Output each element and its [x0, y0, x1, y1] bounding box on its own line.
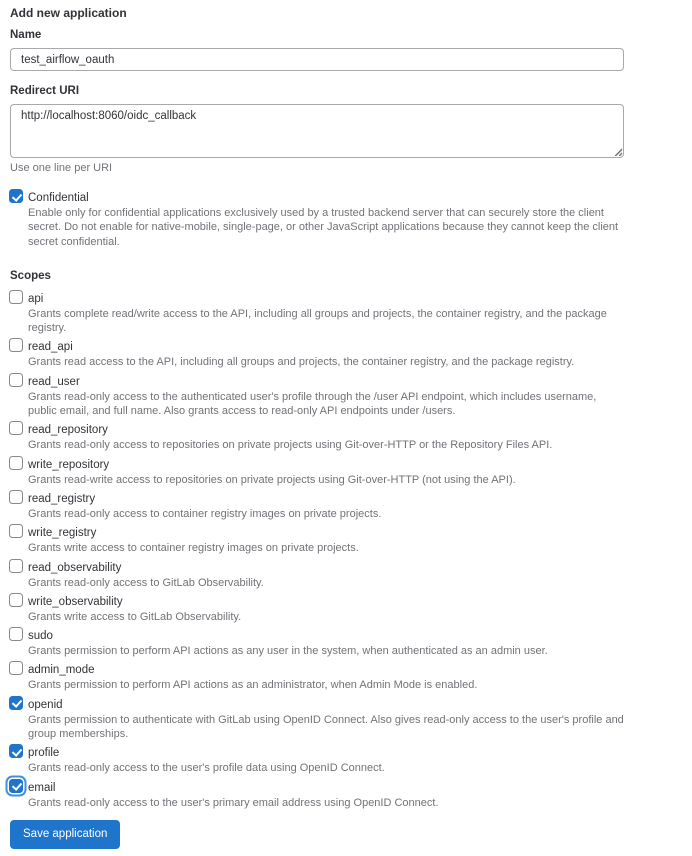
scope-label[interactable]: read_api	[28, 341, 73, 354]
scope-read-observability-checkbox[interactable]	[9, 559, 23, 573]
confidential-section	[10, 188, 682, 249]
scope-description: Grants permission to authenticate with GitLab using OpenID Connect. Also gives read-only access to the user's profile and group memberships.	[28, 713, 624, 741]
scope-openid-checkbox[interactable]	[9, 696, 23, 710]
redirect-uri-label: Redirect URI	[10, 85, 80, 97]
scope-description: Grants read-only access to repositories on private projects using Git-over-HTTP or the Repository Files API.	[28, 439, 553, 452]
scope-description: Grants complete read/write access to the API, including all groups and projects, the container registry, and the package registry.	[28, 307, 607, 335]
scope-write-registry-checkbox[interactable]	[9, 524, 23, 538]
scope-row-write-repository	[10, 455, 682, 487]
scope-description: Grants read-only access to the user's profile data using OpenID Connect.	[28, 762, 385, 775]
scope-row-admin-mode	[10, 660, 682, 692]
scope-row-sudo	[10, 626, 682, 658]
scopes-list	[10, 289, 682, 810]
scope-read-api-checkbox[interactable]	[9, 338, 23, 352]
scope-read-registry-checkbox[interactable]	[9, 490, 23, 504]
scope-row-profile	[10, 743, 682, 775]
scope-row-read-repository	[10, 420, 682, 452]
scope-label[interactable]: api	[28, 292, 44, 305]
scope-profile-checkbox[interactable]	[9, 744, 23, 758]
confidential-description: Enable only for confidential applications exclusively used by a trusted backend server that can securely store the client secret. Do not enable for native-mobile, single-page, or other JavaScript applications because they cannot keep the client secret confidential.	[28, 207, 619, 248]
scope-description: Grants read-only access to container registry images on private projects.	[28, 507, 382, 520]
redirect-uri-field-group	[10, 84, 682, 176]
scope-row-read-observability	[10, 558, 682, 590]
redirect-uri-textarea[interactable]	[10, 104, 624, 158]
scope-label[interactable]: write_repository	[28, 458, 110, 471]
scope-row-read-registry	[10, 489, 682, 521]
scope-description: Grants write access to container registry images on private projects.	[28, 542, 359, 555]
scope-row-read-api	[10, 337, 682, 369]
scope-row-email	[10, 778, 682, 810]
scope-api-checkbox[interactable]	[9, 290, 23, 304]
scope-label[interactable]: read_user	[28, 375, 80, 388]
scope-description: Grants read-only access to GitLab Observability.	[28, 576, 264, 589]
scope-label[interactable]: read_repository	[28, 424, 108, 437]
scope-row-api	[10, 289, 682, 336]
scope-read-user-checkbox[interactable]	[9, 373, 23, 387]
scope-label[interactable]: email	[28, 781, 56, 794]
scope-row-read-user	[10, 372, 682, 419]
scope-admin-mode-checkbox[interactable]	[9, 661, 23, 675]
scope-label[interactable]: admin_mode	[28, 664, 95, 677]
scope-read-repository-checkbox[interactable]	[9, 421, 23, 435]
scope-label[interactable]: write_observability	[28, 595, 123, 608]
scope-label[interactable]: read_observability	[28, 561, 122, 574]
save-application-button[interactable]: Save application	[10, 820, 120, 849]
name-label: Name	[10, 29, 42, 41]
name-field-group	[10, 28, 682, 71]
scope-sudo-checkbox[interactable]	[9, 627, 23, 641]
scope-email-checkbox[interactable]	[9, 779, 23, 793]
redirect-uri-help-text: Use one line per URI	[10, 162, 113, 174]
scope-description: Grants read-write access to repositories on private projects using Git-over-HTTP (not using the API).	[28, 473, 516, 486]
scope-description: Grants read-only access to the authenticated user's profile through the /user API endpoint, which includes username, public email, and full name. Also grants access to read-only API endpoints under /users.	[28, 390, 597, 418]
page-title: Add new application	[10, 6, 127, 20]
scope-description: Grants read-only access to the user's primary email address using OpenID Connect.	[28, 796, 439, 809]
scope-label[interactable]: profile	[28, 747, 60, 760]
scope-write-repository-checkbox[interactable]	[9, 456, 23, 470]
scope-row-openid	[10, 695, 682, 742]
scope-label[interactable]: sudo	[28, 630, 53, 643]
scope-description: Grants read access to the API, including all groups and projects, the container registry, and the package registry.	[28, 356, 575, 369]
name-input[interactable]	[10, 48, 624, 71]
scope-description: Grants write access to GitLab Observability.	[28, 610, 242, 623]
scope-row-write-registry	[10, 523, 682, 555]
scope-row-write-observability	[10, 592, 682, 624]
redirect-uri-textarea-wrap	[10, 104, 624, 158]
scope-write-observability-checkbox[interactable]	[9, 593, 23, 607]
confidential-row	[10, 188, 682, 249]
scope-label[interactable]: write_registry	[28, 527, 97, 540]
scope-label[interactable]: openid	[28, 698, 63, 711]
scope-description: Grants permission to perform API actions as an administrator, when Admin Mode is enabled.	[28, 679, 478, 692]
confidential-checkbox[interactable]	[9, 189, 23, 203]
scope-description: Grants permission to perform API actions as any user in the system, when authenticated as an admin user.	[28, 645, 548, 658]
confidential-label[interactable]: Confidential	[28, 192, 89, 204]
scope-label[interactable]: read_registry	[28, 492, 96, 505]
scopes-heading: Scopes	[10, 269, 51, 282]
